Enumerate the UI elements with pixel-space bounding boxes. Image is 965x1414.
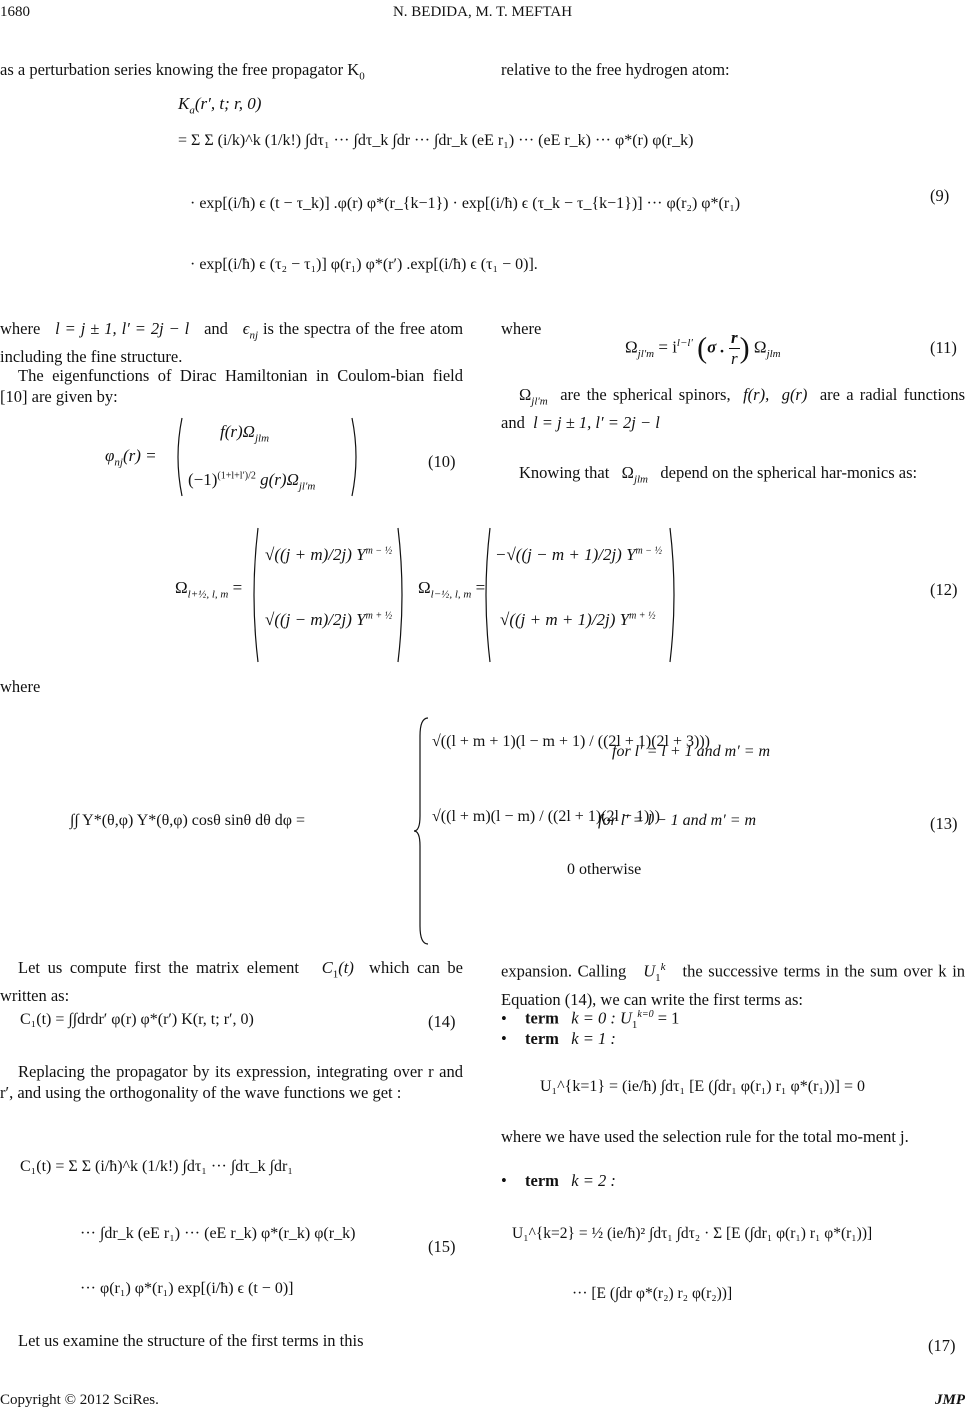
eq9-line2: = Σ Σ (i/k)^k (1/k!) ∫dτ₁ ··· ∫dτ_k ∫dr ··· ∫dr_k (eE r₁) ··· (eE r_k) ··· φ*(r) φ(r_k) [178, 132, 694, 149]
eq13-case1: √((l + m + 1)(l − m + 1) / ((2l + 1)(2l + 3))) [432, 733, 710, 750]
left-paragraph-2: where l = j ± 1, l′ = 2j − l and $\epsilon_{nj}$ is the spectra of the free atom including the fine structure. [0, 319, 464, 367]
footer-copyright: Copyright © 2012 SciRes. [0, 1392, 159, 1408]
left-paragraph-3: The eigenfunctions of Dirac Hamiltonian in Coulom-bian field [10] are given by: [0, 366, 463, 406]
eq14-number: (14) [428, 1012, 456, 1031]
left-paragraph-6: Replacing the propagator by its expression, integrating over r and r′, and using the orthogonality of the wave functions we get : [0, 1062, 463, 1102]
right-paragraph-2: where [501, 319, 542, 338]
page-number: 1680 [0, 4, 30, 20]
eq12b-lhs: $\Omega_{l-\frac{1}{2}, l, m}$ = [418, 578, 486, 601]
eq12-number: (12) [930, 580, 958, 599]
eq13-left-brace [412, 716, 432, 946]
running-head: N. BEDIDA, M. T. MEFTAH [392, 4, 573, 20]
eq10-top: $f(r)\Omega_{jlm}$ [220, 422, 270, 445]
eq16: U₁^{k=1} = (ie/ħ) ∫dτ₁ [E (∫dr₁ φ(r₁) r₁ φ*(r₁))] = 0 [540, 1078, 865, 1095]
eq15-line3: ··· φ(r₁) φ*(r₁) exp[(i/ħ) ϵ (t − 0)] [80, 1280, 294, 1297]
eq14: C₁(t) = ∫∫drdr′ φ(r) φ*(r′) K(r, t; r′, 0) [20, 1011, 254, 1028]
bullet-term-k2: • term k = 2 : [501, 1171, 616, 1190]
right-paragraph-5: expansion. Calling $U_1^k$ the successive terms in the sum over k in Equation (14), we can write the first terms as: [501, 961, 965, 1009]
footer-journal: JMP [935, 1392, 965, 1408]
left-paragraph-1: as a perturbation series knowing the free propagator $K_0$ [0, 60, 365, 83]
eq10-number: (10) [428, 452, 456, 471]
eq11: $\Omega_{jl'm} = i^{l-l'}$ (σ . $\frac{r}{r}$ ) $\Omega_{jlm}$ [625, 328, 781, 368]
eq12a-lhs: $\Omega_{l+\frac{1}{2}, l, m}$ = [175, 578, 243, 601]
eq9-line1: $K_a(r'$, t; r, 0) [178, 94, 262, 117]
eq17-line2: ··· [E (∫dr φ*(r₂) r₂ φ(r₂))] [572, 1285, 733, 1302]
eq12b-top: −√((j − m + 1)/2j) $Y^{m - \frac{1}{2}}$ [495, 545, 663, 564]
bullet-term-k0: • term k = 0 : $U_1^{k=0} = 1$ [501, 1008, 680, 1031]
left-paragraph-7: Let us examine the structure of the first terms in this [18, 1331, 364, 1350]
eq13-cond2: for l′ = l − 1 and m′ = m [598, 812, 757, 829]
eq17-number: (17) [928, 1336, 956, 1355]
eq9-line3: · exp[(i/ħ) ϵ (t − τ_k)] .φ(r) φ*(r_{k−1}) · exp[(i/ħ) ϵ (τ_k − τ_{k−1})] ··· φ(r₂) φ*(r₁) [190, 195, 741, 212]
eq12a-top: √((j + m)/2j) $Y^{m - \frac{1}{2}}$ [265, 545, 393, 564]
eq13-lhs: ∫∫ Y*(θ,φ) Y*(θ,φ) cosθ sinθ dθ dφ = [70, 812, 306, 829]
eq17-line1: U₁^{k=2} = ½ (ie/ħ)² ∫dτ₁ ∫dτ₂ · Σ [E (∫dr₁ φ(r₁) r₁ φ*(r₁))] [512, 1225, 873, 1242]
eq15-line1: C₁(t) = Σ Σ (i/ħ)^k (1/k!) ∫dτ₁ ··· ∫dτ_k ∫dr₁ [20, 1158, 293, 1175]
left-paragraph-5: Let us compute first the matrix element $C_1(t)$ which can be written as: [0, 958, 464, 1006]
eq10-lhs: $\varphi_{nj}(r)$ = [105, 446, 157, 469]
eq9-line4: · exp[(i/ħ) ϵ (τ₂ − τ₁)] φ(r₁) φ*(r′) .exp[(i/ħ) ϵ (τ₁ − 0)]. [190, 256, 538, 273]
bullet-term-k1: • term k = 1 : [501, 1029, 616, 1048]
right-paragraph-4: Knowing that $\Omega_{jlm}$ depend on the spherical har-monics as: [519, 463, 918, 486]
eq11-number: (11) [930, 338, 957, 357]
eq13-case3: 0 otherwise [567, 861, 642, 878]
eq13-case2: √((l + m)(l − m) / ((2l + 1)(2l − 1))) [432, 808, 660, 825]
eq12a-bottom: √((j − m)/2j) $Y^{m + \frac{1}{2}}$ [265, 610, 393, 629]
eq15-line2: ··· ∫dr_k (eE r₁) ··· (eE r_k) φ*(r_k) φ(r_k) [80, 1225, 356, 1242]
eq13-number: (13) [930, 814, 958, 833]
right-paragraph-3: $\Omega_{jl'm}$ are the spherical spinors, f(r), g(r) are a radial functions and l = j ± 1, l′ = 2j − l [501, 385, 965, 433]
eq9-number: (9) [930, 186, 950, 205]
eq12b-bottom: √((j + m + 1)/2j) $Y^{m + \frac{1}{2}}$ [500, 610, 656, 629]
right-paragraph-6: where we have used the selection rule for the total mo-ment j. [501, 1127, 909, 1146]
eq15-number: (15) [428, 1237, 456, 1256]
eq13-cond1: for l′ = l + 1 and m′ = m [612, 743, 771, 760]
right-paragraph-1: relative to the free hydrogen atom: [501, 60, 730, 79]
eq10-bottom: $(-1)^{(1+l+l')/2}$ $g(r)\Omega_{jl'm}$ [188, 470, 316, 493]
left-paragraph-4: where [0, 677, 41, 696]
